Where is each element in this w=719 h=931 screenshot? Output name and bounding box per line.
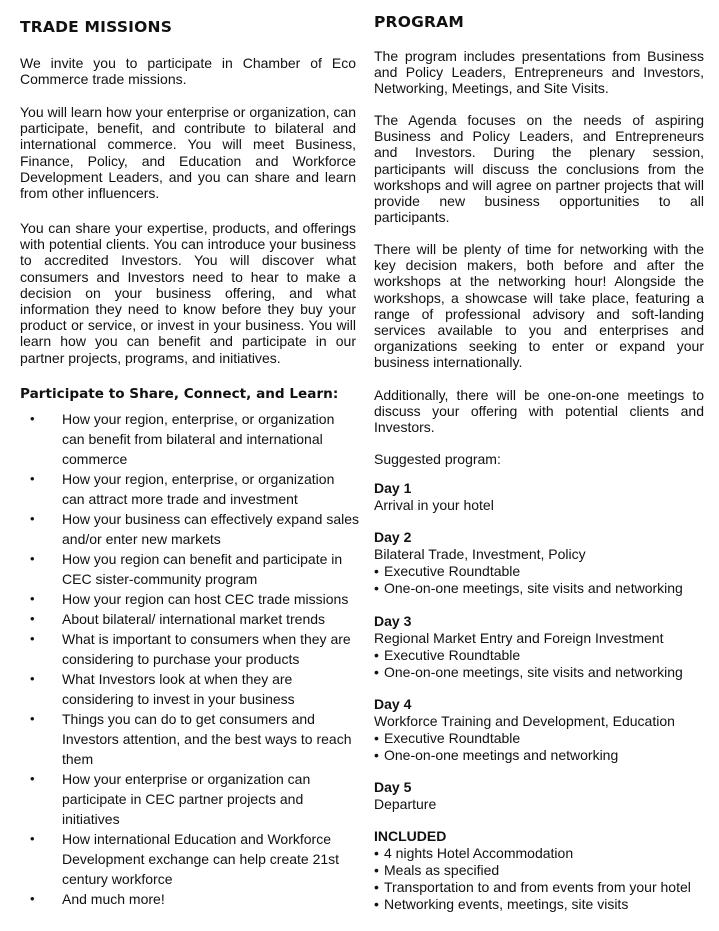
list-item: • How your enterprise or organization can participate in CEC partner projects and initiatives bbox=[30, 771, 311, 827]
list-item: • Executive Roundtable bbox=[374, 647, 521, 663]
list-item: • Executive Roundtable bbox=[374, 563, 521, 579]
list-item: • What Investors look at when they are considering to invest in your business bbox=[30, 671, 295, 707]
day-4-block bbox=[374, 696, 704, 764]
list-item: • How your region, enterprise, or organization can benefit from bilateral and international commerce bbox=[30, 411, 335, 467]
day-5-block bbox=[374, 779, 704, 813]
bullet-icon: • bbox=[30, 831, 35, 846]
list-item: • One-on-one meetings, site visits and networking bbox=[374, 580, 683, 596]
list-item: • One-on-one meetings and networking bbox=[374, 747, 619, 763]
list-item: • How your business can effectively expand sales and/or enter new markets bbox=[30, 511, 360, 547]
day-title: Day 3 bbox=[374, 613, 412, 629]
list-item: • Meals as specified bbox=[374, 862, 500, 878]
day-3-block bbox=[374, 613, 704, 681]
bullet-icon: • bbox=[30, 591, 35, 606]
list-item: • And much more! bbox=[30, 891, 165, 907]
agenda-paragraph: The Agenda focuses on the needs of aspiring Business and Policy Leaders, and Entrepreneurs and Investors. During the plenary session, participants will discuss the conclusions from the workshops and will agree on partner projects that will provide new business opportunities to all participants. bbox=[374, 112, 704, 226]
bullet-icon: • bbox=[30, 411, 35, 426]
bullet-icon: • bbox=[30, 611, 35, 626]
day-1-block bbox=[374, 480, 704, 514]
bullet-icon: • bbox=[374, 730, 379, 746]
day-description: Workforce Training and Development, Education bbox=[374, 713, 675, 729]
meetings-paragraph: Additionally, there will be one-on-one meetings to discuss your offering with potential clients and Investors. bbox=[374, 387, 704, 436]
day-2-block bbox=[374, 529, 704, 597]
bullet-icon: • bbox=[30, 631, 35, 646]
list-item: • 4 nights Hotel Accommodation bbox=[374, 845, 574, 861]
included-items bbox=[374, 845, 704, 913]
bullet-icon: • bbox=[374, 563, 379, 579]
day-items bbox=[374, 647, 704, 681]
program-intro-paragraph: The program includes presentations from Business and Policy Leaders, Entrepreneurs and Investors, Networking, Meetings, and Site Visits. bbox=[374, 48, 704, 97]
bullet-icon: • bbox=[30, 711, 35, 726]
program-heading: PROGRAM bbox=[374, 13, 464, 31]
trade-missions-heading: TRADE MISSIONS bbox=[20, 18, 173, 36]
learn-paragraph: You will learn how your enterprise or organization, can participate, benefit, and contribute to bilateral and international commerce. You will meet Business, Finance, Policy, and Education and Workforce Development Leaders, and you can share and learn from other influencers. bbox=[20, 104, 356, 202]
day-title: Day 1 bbox=[374, 480, 412, 496]
day-description: Regional Market Entry and Foreign Investment bbox=[374, 630, 664, 646]
bullet-icon: • bbox=[374, 879, 379, 895]
list-item: • Things you can do to get consumers and Investors attention, and the best ways to reach them bbox=[30, 711, 352, 767]
day-items bbox=[374, 730, 704, 764]
list-item: • Executive Roundtable bbox=[374, 730, 521, 746]
list-item: • How your region can host CEC trade missions bbox=[30, 591, 349, 607]
suggested-program-label: Suggested program: bbox=[374, 451, 501, 467]
networking-paragraph: There will be plenty of time for networking with the key decision makers, both before and after the workshops at the networking hour! Alongside the workshops, a showcase will take place, featuring a range of professional advisory and soft-landing services available to you and enterprises and organizations seeking to enter or expand your business internationally. bbox=[374, 241, 704, 371]
list-item: • How international Education and Workforce Development exchange can help create 21st century workforce bbox=[30, 831, 340, 887]
day-title: Day 4 bbox=[374, 696, 412, 712]
bullet-icon: • bbox=[374, 580, 379, 596]
day-title: Day 2 bbox=[374, 529, 412, 545]
share-paragraph: You can share your expertise, products, and offerings with potential clients. You can introduce your business to accredited Investors. You will discover what consumers and Investors need to hear to make a decision on your business offering, and what information they need to know before they buy your product or service, or invest in your business. You will learn how you can benefit and participate in our partner projects, programs, and initiatives. bbox=[20, 220, 356, 366]
list-item: • How you region can benefit and participate in CEC sister-community program bbox=[30, 551, 343, 587]
bullet-icon: • bbox=[374, 747, 379, 763]
list-item: • Transportation to and from events from your hotel bbox=[374, 879, 691, 895]
participate-list bbox=[20, 409, 360, 909]
bullet-icon: • bbox=[30, 891, 35, 906]
day-description: Bilateral Trade, Investment, Policy bbox=[374, 546, 586, 562]
bullet-icon: • bbox=[30, 771, 35, 786]
bullet-icon: • bbox=[374, 647, 379, 663]
list-item: • Networking events, meetings, site visits bbox=[374, 896, 629, 912]
list-item: • One-on-one meetings, site visits and networking bbox=[374, 664, 683, 680]
included-block bbox=[374, 828, 704, 913]
list-item: • How your region, enterprise, or organization can attract more trade and investment bbox=[30, 471, 335, 507]
bullet-icon: • bbox=[30, 671, 35, 686]
participate-subheading: Participate to Share, Connect, and Learn: bbox=[20, 386, 339, 402]
day-items bbox=[374, 563, 704, 597]
bullet-icon: • bbox=[374, 862, 379, 878]
bullet-icon: • bbox=[374, 896, 379, 912]
day-description: Arrival in your hotel bbox=[374, 497, 494, 513]
bullet-icon: • bbox=[30, 471, 35, 486]
list-item: • About bilateral/ international market trends bbox=[30, 611, 326, 627]
list-item: • What is important to consumers when they are considering to purchase your products bbox=[30, 631, 351, 667]
included-title: INCLUDED bbox=[374, 828, 447, 844]
day-description: Departure bbox=[374, 796, 437, 812]
bullet-icon: • bbox=[30, 511, 35, 526]
bullet-icon: • bbox=[374, 664, 379, 680]
day-title: Day 5 bbox=[374, 779, 412, 795]
bullet-icon: • bbox=[374, 845, 379, 861]
intro-paragraph: We invite you to participate in Chamber of Eco Commerce trade missions. bbox=[20, 55, 356, 88]
bullet-icon: • bbox=[30, 551, 35, 566]
